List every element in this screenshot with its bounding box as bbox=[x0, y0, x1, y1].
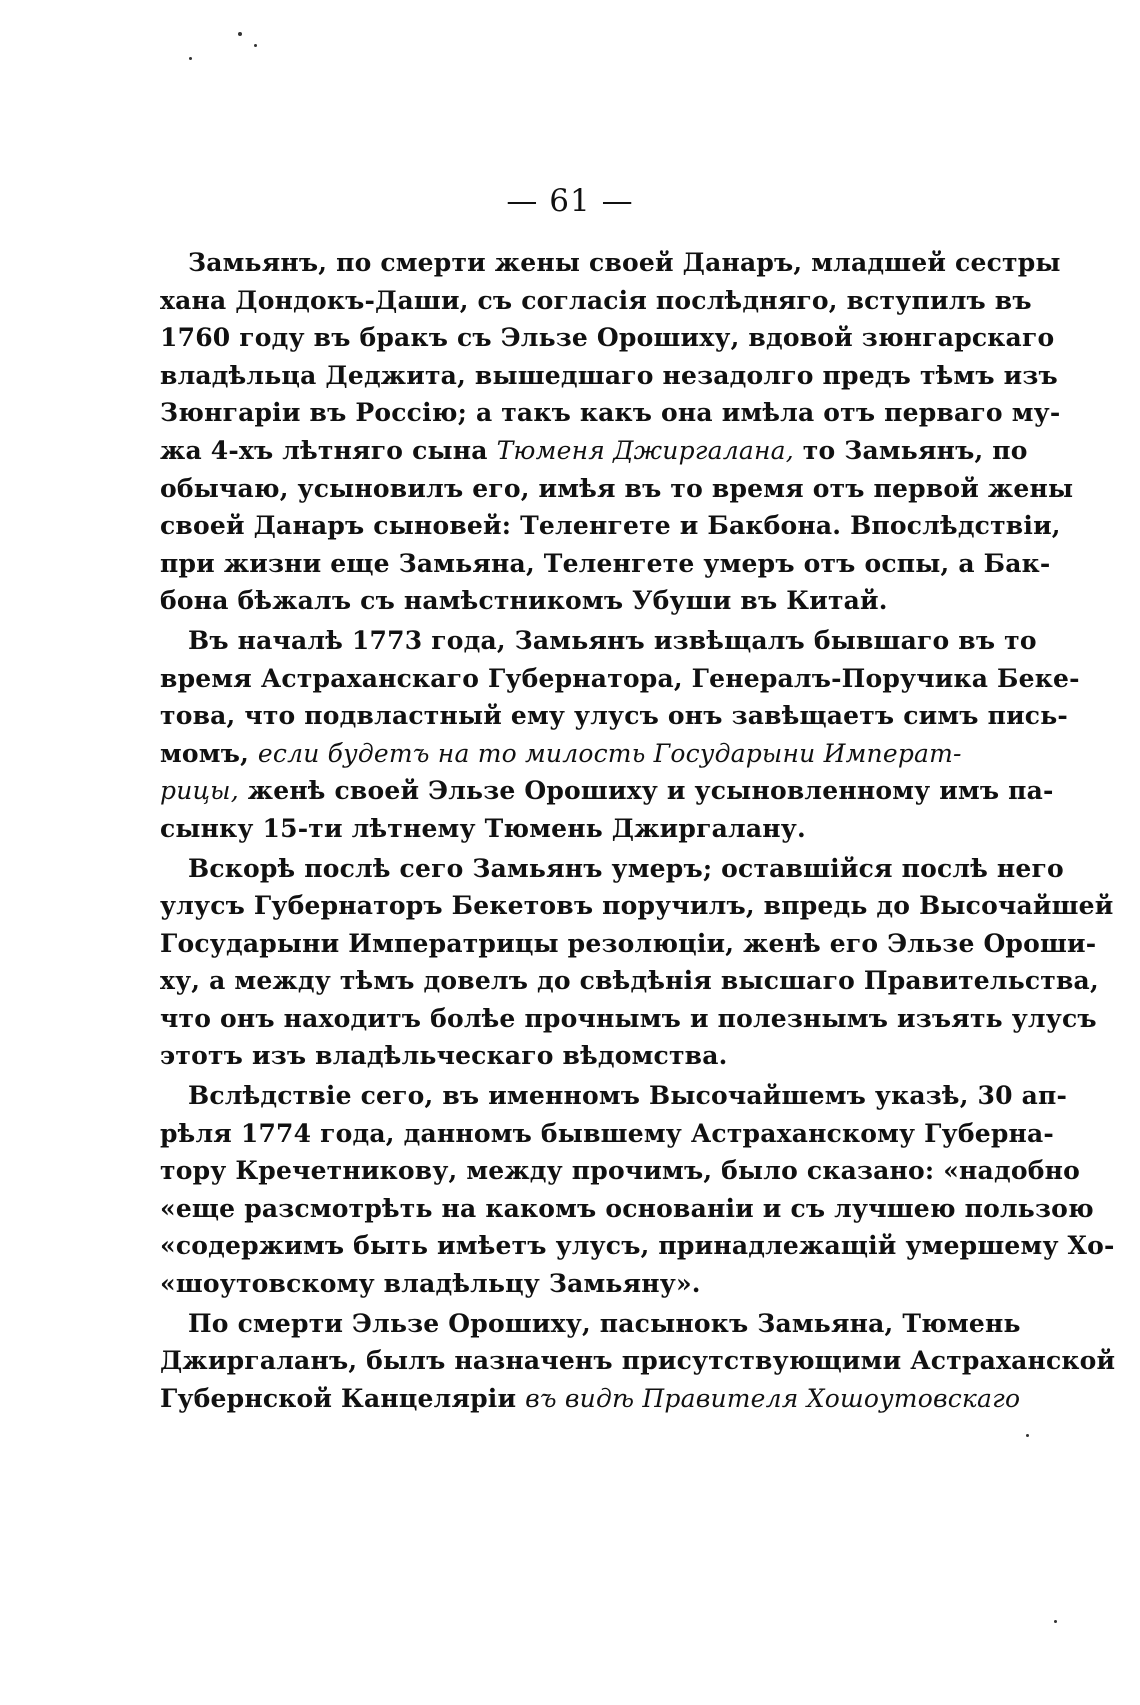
text-line bbox=[160, 545, 1051, 583]
text-line bbox=[160, 432, 1028, 470]
text-line bbox=[160, 1190, 1094, 1228]
paragraph bbox=[160, 850, 1114, 1076]
text-line bbox=[160, 850, 1064, 888]
text-run: то Замьянъ, по bbox=[793, 435, 1028, 465]
text-run: «шоутовскому владѣльцу Замьяну». bbox=[160, 1269, 701, 1299]
paragraph bbox=[160, 244, 1074, 620]
text-run: Вслѣдствіе сего, въ именномъ Высочайшемъ указѣ, 30 ап- bbox=[188, 1081, 1068, 1111]
text-run: сынку 15-ти лѣтнему Тюмень Джиргалану. bbox=[160, 813, 806, 843]
italic-run: если будетъ на то милость Государыни Императ- bbox=[257, 738, 962, 768]
text-run: 1760 году въ бракъ съ Эльзе Орошиху, вдовой зюнгарскаго bbox=[160, 323, 1055, 353]
text-line bbox=[160, 622, 1037, 660]
body-text bbox=[160, 244, 1116, 1419]
ink-speck bbox=[1054, 1620, 1057, 1623]
text-line bbox=[160, 357, 1058, 395]
text-line bbox=[160, 1152, 1080, 1190]
text-line bbox=[160, 319, 1055, 357]
text-line bbox=[160, 470, 1074, 508]
text-run: хана Дондокъ-Даши, съ согласія послѣдняго, вступилъ въ bbox=[160, 285, 1032, 315]
text-line bbox=[160, 1227, 1115, 1265]
paragraph-gap bbox=[160, 1417, 950, 1419]
text-run: Губернской Канцеляріи bbox=[160, 1383, 526, 1413]
text-run: при жизни еще Замьяна, Теленгете умеръ отъ оспы, а Бак- bbox=[160, 548, 1051, 578]
text-run: улусъ Губернаторъ Бекетовъ поручилъ, впредь до Высочайшей bbox=[160, 891, 1114, 921]
text-run: Вскорѣ послѣ сего Замьянъ умеръ; оставшійся послѣ него bbox=[188, 853, 1064, 883]
text-run: ху, а между тѣмъ довелъ до свѣдѣнія высшаго Правительства, bbox=[160, 966, 1099, 996]
text-run: тору Кречетникову, между прочимъ, было сказано: «надобно bbox=[160, 1156, 1080, 1186]
text-run: бона бѣжалъ съ намѣстникомъ Убуши въ Китай. bbox=[160, 586, 888, 616]
text-line bbox=[160, 660, 1080, 698]
paragraph bbox=[160, 1077, 1115, 1303]
ink-speck bbox=[238, 32, 242, 36]
text-run: Джиргаланъ, былъ назначенъ присутствующими Астраханской bbox=[160, 1346, 1116, 1376]
italic-run: рицы, bbox=[160, 776, 239, 806]
text-run: Зюнгаріи въ Россію; а такъ какъ она имѣла отъ перваго му- bbox=[160, 398, 1061, 428]
italic-run: въ видѣ Правителя Хошоутовскаго bbox=[525, 1383, 1021, 1413]
text-line bbox=[160, 697, 1068, 735]
paragraph bbox=[160, 1305, 1116, 1418]
text-run: обычаю, усыновилъ его, имѣя въ то время отъ первой жены bbox=[160, 473, 1074, 503]
ink-speck bbox=[1026, 1434, 1029, 1437]
text-run: Государыни Императрицы резолюціи, женѣ его Эльзе Ороши- bbox=[160, 928, 1097, 958]
text-line bbox=[160, 1115, 1054, 1153]
text-line bbox=[160, 1342, 1116, 1380]
text-line bbox=[160, 582, 950, 620]
page-number: — 61 — bbox=[506, 183, 634, 219]
text-run: момъ, bbox=[160, 738, 258, 768]
text-run: «содержимъ быть имѣетъ улусъ, принадлежащій умершему Хо- bbox=[160, 1231, 1115, 1261]
text-run: женѣ своей Эльзе Орошиху и усыновленному имъ па- bbox=[238, 776, 1054, 806]
text-run: своей Данаръ сыновей: Теленгете и Бакбона. Впослѣдствіи, bbox=[160, 511, 1061, 541]
text-line bbox=[160, 394, 1061, 432]
paragraph bbox=[160, 622, 1080, 848]
text-line bbox=[160, 282, 1032, 320]
text-run: това, что подвластный ему улусъ онъ завѣщаетъ симъ пись- bbox=[160, 701, 1068, 731]
text-line bbox=[160, 962, 1099, 1000]
text-run: «еще разсмотрѣть на какомъ основаніи и съ лучшею пользою bbox=[160, 1193, 1094, 1223]
italic-run: Тюменя Джиргалана, bbox=[496, 435, 794, 465]
text-run: По смерти Эльзе Орошиху, пасынокъ Замьяна, Тюмень bbox=[188, 1308, 1021, 1338]
text-line bbox=[160, 1037, 950, 1075]
text-run: что онъ находитъ болѣе прочнымъ и полезнымъ изъять улусъ bbox=[160, 1003, 1097, 1033]
text-line bbox=[160, 887, 1114, 925]
text-run: Въ началѣ 1773 года, Замьянъ извѣщалъ бывшаго въ то bbox=[188, 625, 1037, 655]
text-line bbox=[160, 244, 1061, 282]
text-line bbox=[160, 810, 950, 848]
text-line bbox=[160, 1000, 1097, 1038]
text-line bbox=[160, 735, 962, 773]
text-line bbox=[160, 507, 1061, 545]
text-line bbox=[160, 1305, 1021, 1343]
text-run: время Астраханскаго Губернатора, Генералъ-Поручика Беке- bbox=[160, 663, 1080, 693]
ink-speck bbox=[189, 57, 192, 60]
text-run: Замьянъ, по смерти жены своей Данаръ, младшей сестры bbox=[188, 248, 1061, 277]
text-run: владѣльца Деджита, вышедшаго незадолго предъ тѣмъ изъ bbox=[160, 360, 1058, 390]
text-run: этотъ изъ владѣльческаго вѣдомства. bbox=[160, 1041, 728, 1071]
text-run: жа 4-хъ лѣтняго сына bbox=[160, 435, 497, 465]
text-line bbox=[160, 1077, 1068, 1115]
text-line bbox=[160, 1265, 950, 1303]
ink-speck bbox=[254, 44, 257, 47]
text-line bbox=[160, 772, 1054, 810]
text-line bbox=[160, 925, 1097, 963]
text-run: рѣля 1774 года, данномъ бывшему Астраханскому Губерна- bbox=[160, 1118, 1054, 1148]
text-line bbox=[160, 1380, 1021, 1418]
